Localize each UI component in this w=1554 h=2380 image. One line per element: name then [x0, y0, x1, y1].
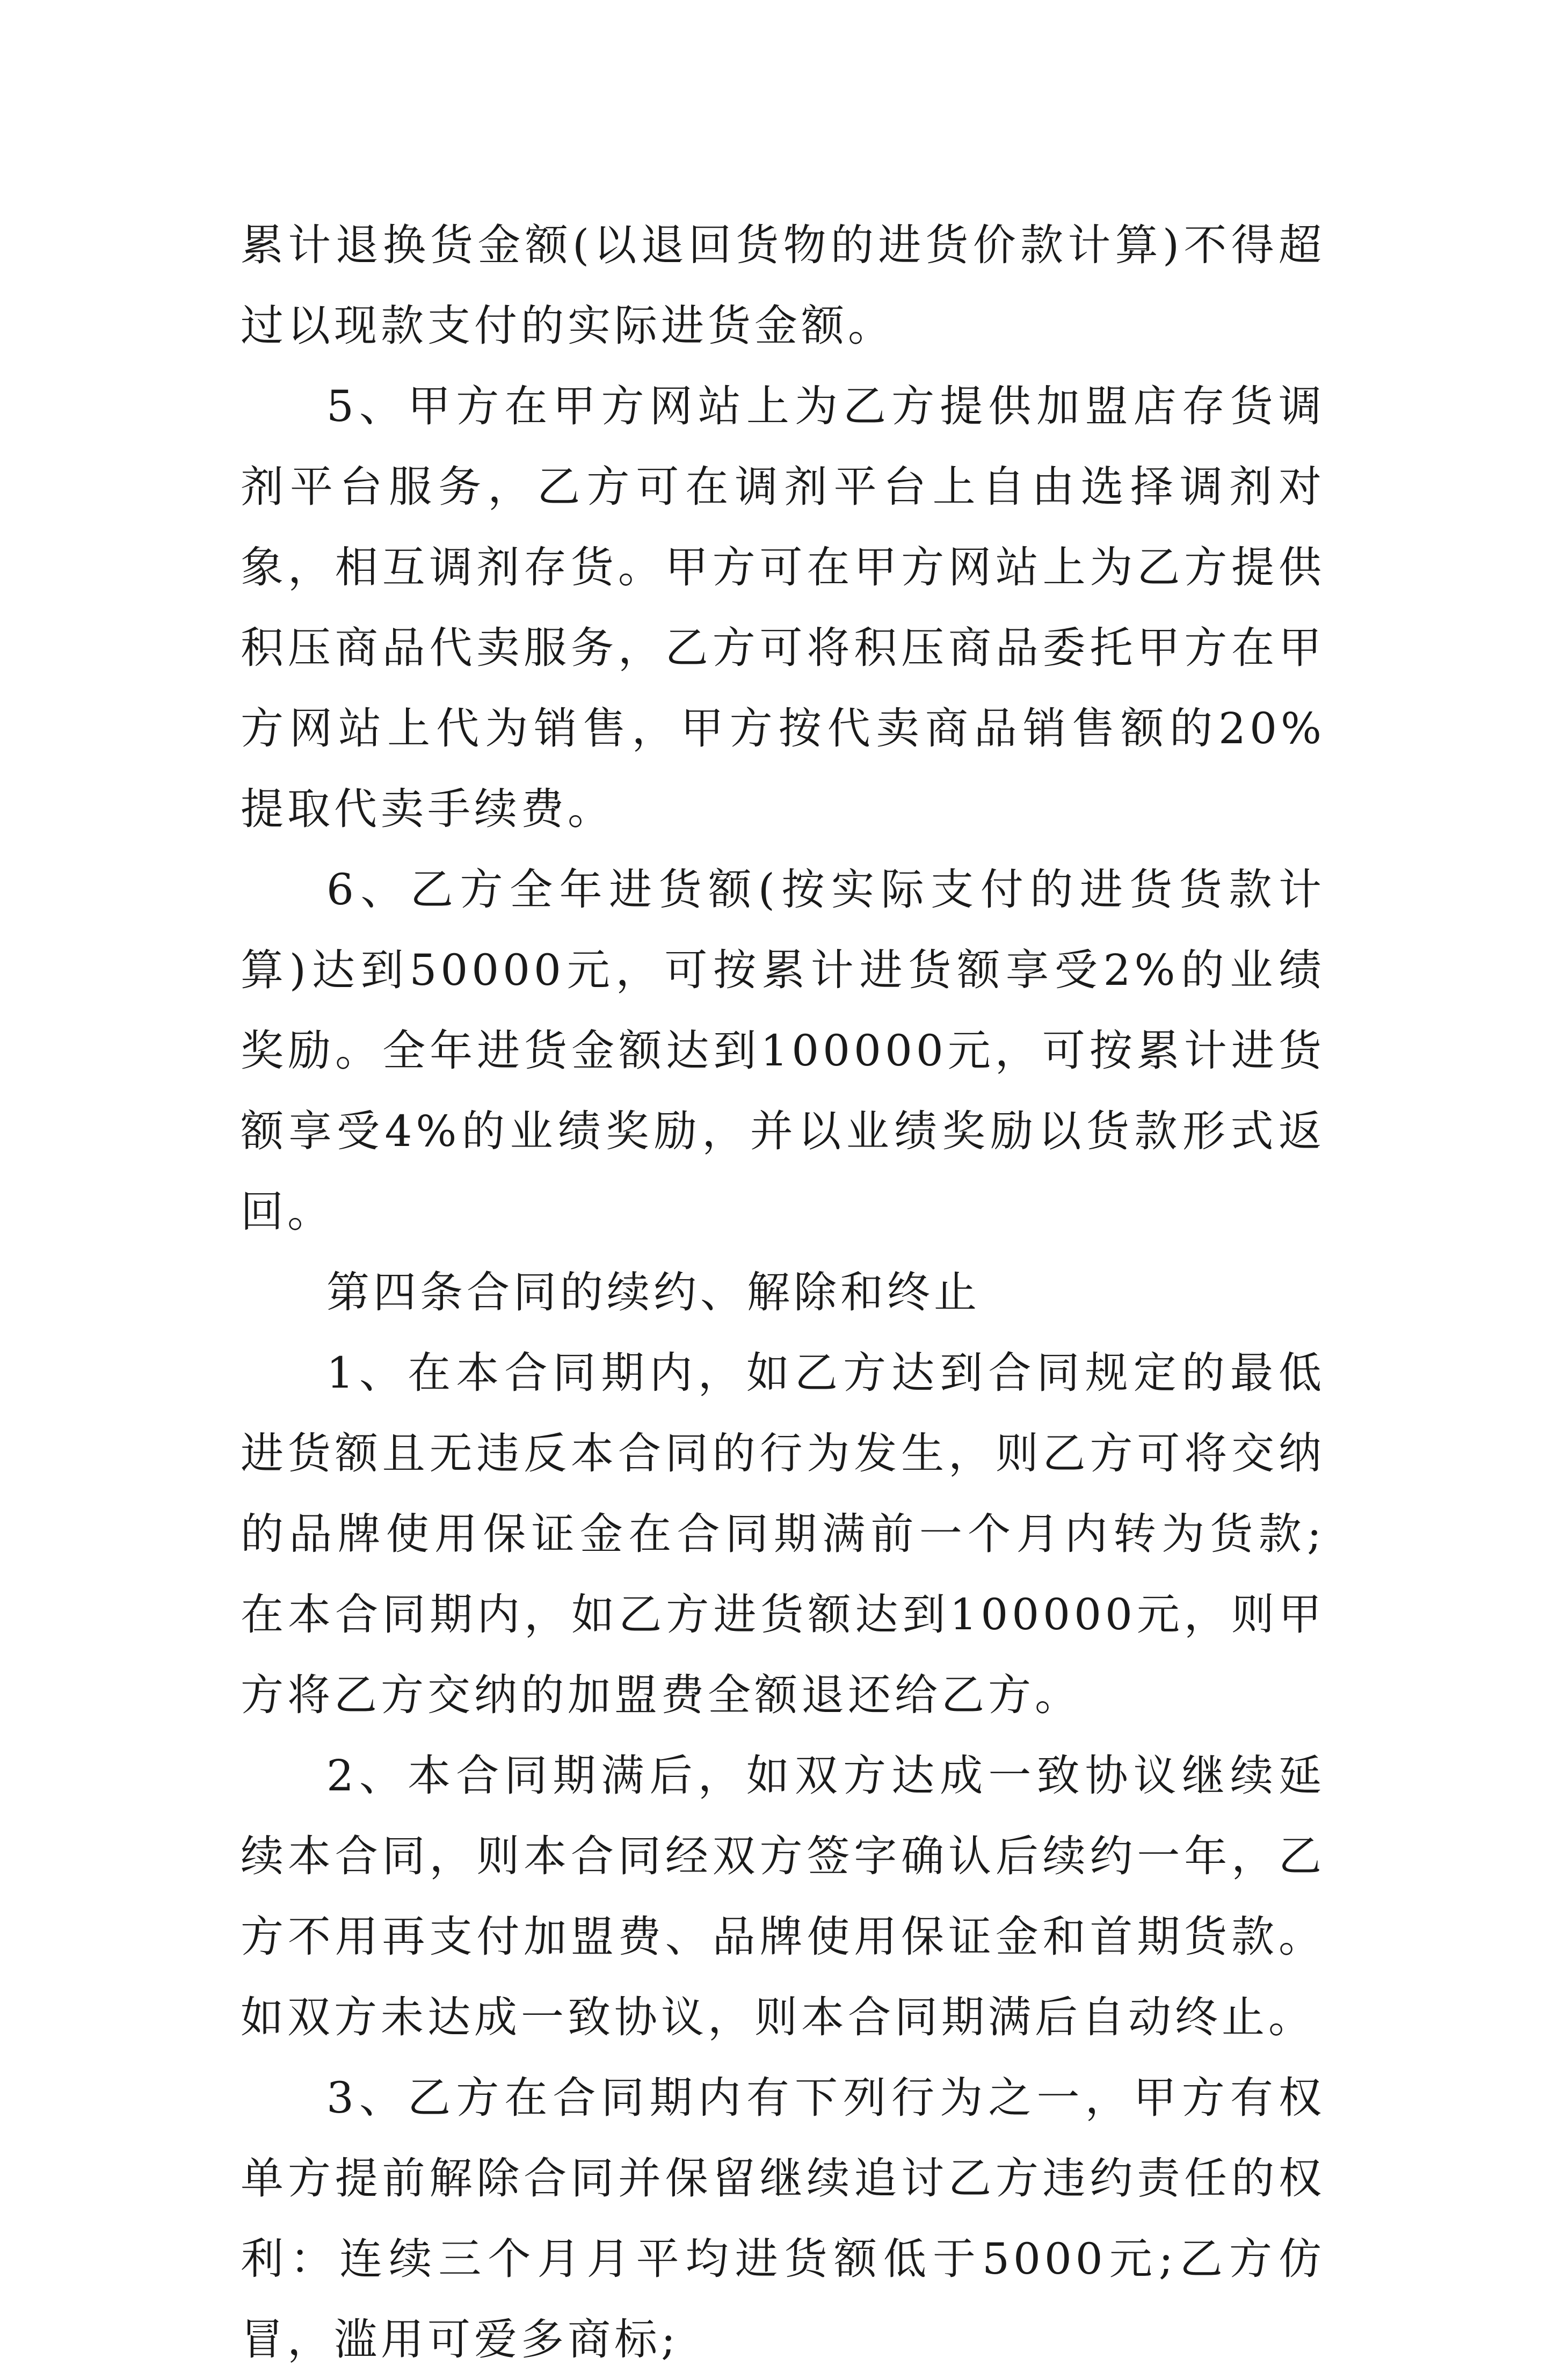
paragraph-item-5: 5、甲方在甲方网站上为乙方提供加盟店存货调剂平台服务，乙方可在调剂平台上自由选择调剂对象，相互调剂存货。甲方可在甲方网站上为乙方提供积压商品代卖服务，乙方可将积压商品委托甲方在甲方网站上代为销售，甲方按代卖商品销售额的20%提取代卖手续费。	[241, 381, 1325, 834]
paragraph-art4-item-2: 2、本合同期满后，如双方达成一致协议继续延续本合同，则本合同经双方签字确认后续约一年，乙方不用再支付加盟费、品牌使用保证金和首期货款。如双方未达成一致协议，则本合同期满后自动终止。	[241, 1751, 1325, 2042]
article-4-heading: 第四条合同的续约、解除和终止	[326, 1267, 981, 1317]
paragraph-item-6: 6、乙方全年进货额(按实际支付的进货货款计算)达到50000元，可按累计进货额享受2%的业绩奖励。全年进货金额达到100000元，可按累计进货额享受4%的业绩奖励，并以业绩奖励以货款形式返回。	[241, 865, 1325, 1237]
paragraph-art4-item-1: 1、在本合同期内，如乙方达到合同规定的最低进货额且无违反本合同的行为发生，则乙方可将交纳的品牌使用保证金在合同期满前一个月内转为货款;在本合同期内，如乙方进货额达到100000元，则甲方将乙方交纳的加盟费全额退还给乙方。	[241, 1348, 1325, 1720]
paragraph-art4-item-3: 3、乙方在合同期内有下列行为之一，甲方有权单方提前解除合同并保留继续追讨乙方违约责任的权利：连续三个月月平均进货额低于5000元;乙方仿冒，滥用可爱多商标;	[241, 2073, 1325, 2364]
document-body	[241, 205, 1325, 2380]
paragraph-continuation: 累计退换货金额(以退回货物的进货价款计算)不得超过以现款支付的实际进货金额。	[241, 220, 1325, 351]
